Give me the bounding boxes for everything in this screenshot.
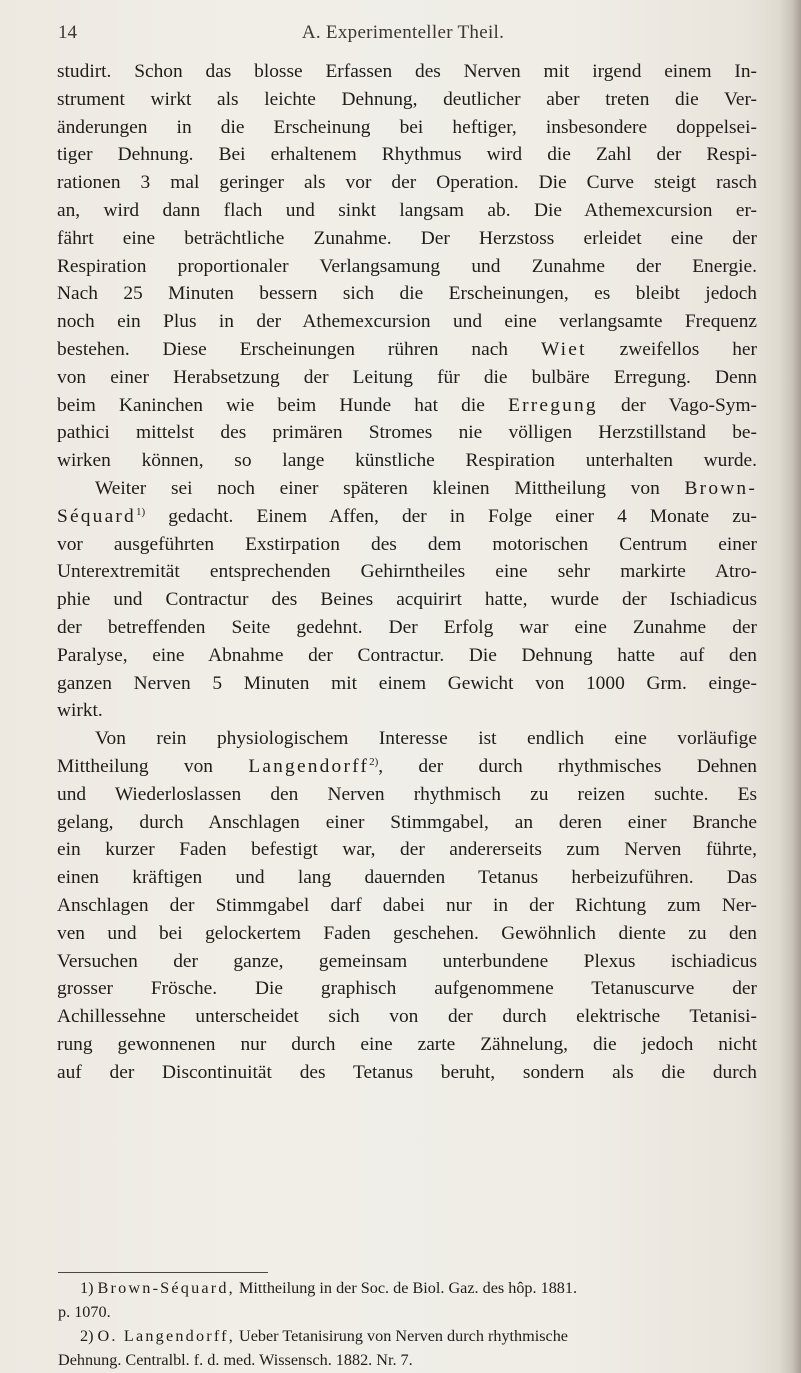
- text-line: Anschlagen der Stimmgabel darf dabei nur in der Richtung zum Ner-: [57, 894, 757, 916]
- text-line: wirken können, so lange künstliche Respiration unterhalten wurde.: [57, 450, 757, 472]
- footnotes: [58, 1276, 758, 1372]
- text-line: tiger Dehnung. Bei erhaltenem Rhythmus wird die Zahl der Respi-: [57, 144, 757, 166]
- text-line: ven und bei gelockertem Faden geschehen. Gewöhnlich diente zu den: [57, 922, 757, 944]
- text-line: gelang, durch Anschlagen einer Stimmgabel, an deren einer Branche: [57, 811, 757, 833]
- text-line: auf der Discontinuität des Tetanus beruht, sondern als die durch: [57, 1061, 757, 1083]
- text-segment: Weiter sei noch einer späteren kleinen Mittheilung von: [95, 477, 660, 499]
- footnote-author: Brown-Séquard,: [97, 1279, 235, 1297]
- text-line: wirkt.: [57, 700, 103, 722]
- text-segment: der Vago-Sym-: [621, 394, 757, 416]
- text-line: Respiration proportionaler Verlangsamung und Zunahme der Energie.: [57, 255, 757, 277]
- author-name-sequard: Séquard: [57, 505, 136, 527]
- text-line: Nach 25 Minuten bessern sich die Erscheinungen, es bleibt jedoch: [57, 283, 757, 305]
- author-name-wiet: Wiet: [540, 338, 587, 360]
- footnote-number: 1): [80, 1279, 94, 1297]
- text-line: Versuchen der ganze, gemeinsam unterbundene Plexus ischiadicus: [57, 950, 757, 972]
- text-line: strument wirkt als leichte Dehnung, deutlicher aber treten die Ver-: [57, 88, 757, 110]
- text-line: [57, 475, 757, 503]
- text-line: noch ein Plus in der Athemexcursion und eine verlangsamte Frequenz: [57, 311, 757, 333]
- text-line: Achillessehne unterscheidet sich von der durch elektrische Tetanisi-: [57, 1006, 757, 1028]
- author-name-langendorff: Langendorff: [248, 755, 370, 777]
- footnote-1: [58, 1276, 758, 1300]
- text-line: änderungen in die Erscheinung bei heftiger, insbesondere doppelsei-: [57, 116, 757, 138]
- text-line: ganzen Nerven 5 Minuten mit einem Gewicht von 1000 Grm. einge-: [57, 672, 757, 694]
- text-line: vor ausgeführten Exstirpation des dem motorischen Centrum einer: [57, 533, 757, 555]
- text-segment: , der durch rhythmisches Dehnen: [378, 755, 757, 777]
- text-line: rung gewonnenen nur durch eine zarte Zähnelung, die jedoch nicht: [57, 1033, 757, 1055]
- text-line: von einer Herabsetzung der Leitung für die bulbäre Erregung. Denn: [57, 366, 757, 388]
- text-line: ein kurzer Faden befestigt war, der andererseits zum Nerven führte,: [57, 839, 757, 861]
- text-line: rationen 3 mal geringer als vor der Operation. Die Curve steigt rasch: [57, 172, 757, 194]
- text-segment: gedacht. Einem Affen, der in Folge einer 4 Monate zu-: [168, 505, 757, 527]
- footnote-author: O. Langendorff,: [97, 1327, 235, 1345]
- author-name-brown: Brown-: [684, 477, 757, 499]
- footnote-ref-2[interactable]: 2): [369, 755, 379, 768]
- text-segment: bestehen. Diese Erscheinungen rühren nach: [57, 338, 509, 360]
- text-line: pathici mittelst des primären Stromes nie völligen Herzstillstand be-: [57, 422, 757, 444]
- footnote-2: [58, 1324, 758, 1348]
- text-line: [57, 392, 757, 420]
- footnote-2-continued: Dehnung. Centralbl. f. d. med. Wissensch. 1882. Nr. 7.: [58, 1351, 413, 1369]
- footnote-number: 2): [80, 1327, 94, 1345]
- text-line: [57, 336, 757, 364]
- text-line: Von rein physiologischem Interesse ist endlich eine vorläufige: [95, 728, 757, 750]
- footnote-1-continued: p. 1070.: [58, 1303, 111, 1321]
- footnote-text: Mittheilung in der Soc. de Biol. Gaz. des hôp. 1881.: [238, 1279, 578, 1297]
- text-line: Unterextremität entsprechenden Gehirntheiles eine sehr markirte Atro-: [57, 561, 757, 583]
- text-line: [57, 753, 757, 781]
- text-line: studirt. Schon das blosse Erfassen des Nerven mit irgend einem In-: [57, 61, 757, 82]
- text-segment: beim Kaninchen wie beim Hunde hat die: [57, 394, 485, 416]
- footnote-text: Ueber Tetanisirung von Nerven durch rhythmische: [239, 1327, 568, 1345]
- footnote-divider: [58, 1272, 268, 1273]
- text-segment: Mittheilung von: [57, 755, 213, 777]
- text-line: [57, 503, 757, 531]
- text-line: fährt eine beträchtliche Zunahme. Der Herzstoss erleidet eine der: [57, 227, 757, 249]
- page-header: [58, 22, 748, 52]
- page-edge-shadow: [779, 0, 801, 1373]
- text-line: phie und Contractur des Beines acquirirt hatte, wurde der Ischiadicus: [57, 589, 757, 611]
- footnote-ref-1[interactable]: 1): [135, 505, 146, 518]
- text-line: an, wird dann flach und sinkt langsam ab. Die Athemexcursion er-: [57, 199, 757, 221]
- page-number: 14: [58, 22, 77, 43]
- text-line: der betreffenden Seite gedehnt. Der Erfolg war eine Zunahme der: [57, 616, 757, 638]
- running-head: A. Experimenteller Theil.: [301, 22, 505, 43]
- text-segment: zweifellos her: [619, 338, 757, 360]
- emphasis-erregung: Erregung: [508, 394, 598, 416]
- text-line: grosser Frösche. Die graphisch aufgenommene Tetanuscurve der: [57, 978, 757, 1000]
- text-line: Paralyse, eine Abnahme der Contractur. Die Dehnung hatte auf den: [57, 644, 757, 666]
- text-line: einen kräftigen und lang dauernden Tetanus herbeizuführen. Das: [57, 867, 757, 889]
- body-text: [57, 58, 757, 1086]
- text-line: und Wiederloslassen den Nerven rhythmisch zu reizen suchte. Es: [57, 783, 757, 805]
